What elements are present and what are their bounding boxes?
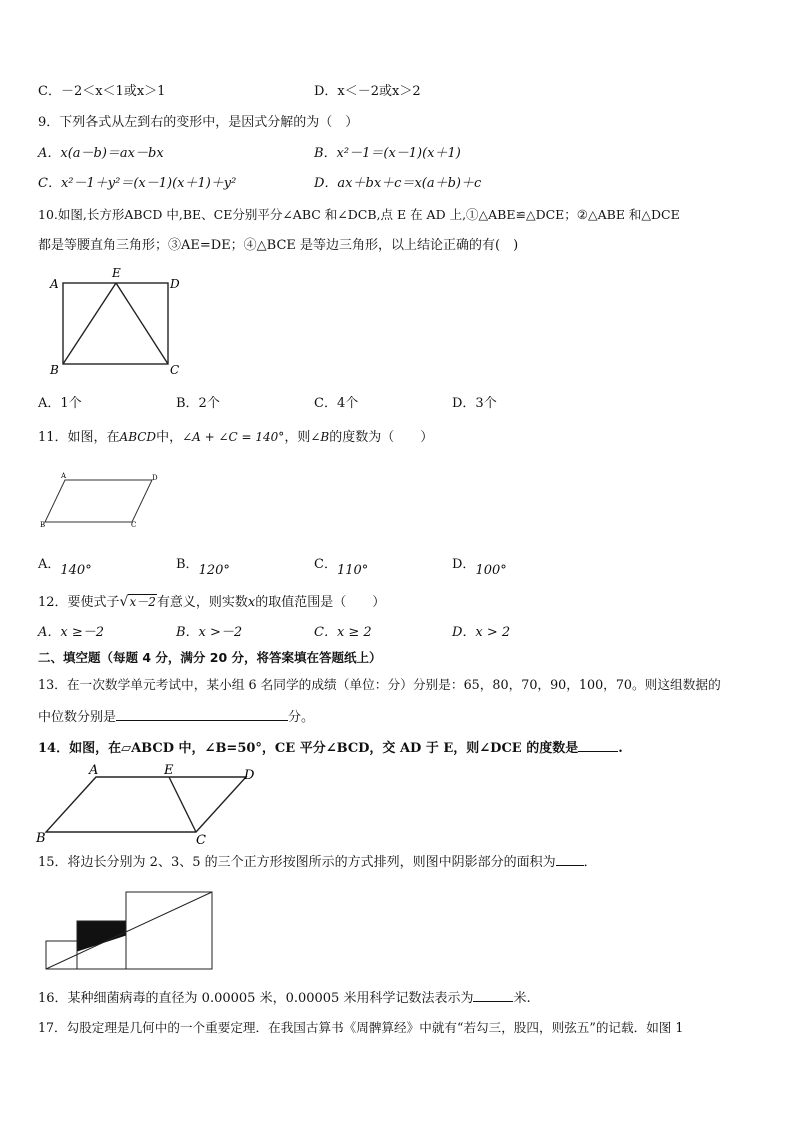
- segment-ce: [169, 777, 196, 832]
- q10-option-b: B．2个: [176, 396, 220, 411]
- q11-prefix: 11．如图，在: [38, 430, 120, 445]
- q11-option-c-value: 110°: [336, 563, 369, 578]
- q13-answer-blank[interactable]: [116, 707, 288, 721]
- label-b: B: [40, 521, 46, 529]
- q10-rectangle-figure: [48, 264, 188, 379]
- q12-option-d: D．x > 2: [452, 625, 511, 640]
- q14-text-b: .: [618, 741, 623, 756]
- section-fill-in-blank-title: 二、填空题（每题 4 分，满分 20 分，将答案填在答题纸上）: [38, 650, 382, 665]
- q11-tail: ，则: [284, 430, 311, 445]
- q15-stem: [38, 852, 597, 872]
- rect-abcd: [63, 283, 168, 364]
- label-c: C: [170, 363, 180, 377]
- q11-stem: [38, 428, 433, 447]
- q14-text-a: 14．如图，在▱ABCD 中，∠B=50°，CE 平分∠BCD，交 AD 于 E，则∠DCE 的度数是: [38, 741, 579, 756]
- q11-option-d-label: D．: [452, 557, 476, 572]
- q12-option-a: A．x ≥－2: [38, 625, 105, 640]
- q15-text-a: 15．将边长分别为 2、3、5 的三个正方形按图所示的方式排列，则图中阴影部分的面积为: [38, 855, 556, 870]
- parallelogram-abcd: [46, 777, 246, 832]
- q10-stem-line1: 10.如图,长方形ABCD 中,BE、CE分别平分∠ABC 和∠DCB,点 E 在 AD 上,①△ABE≌△DCE；②△ABE 和△DCE: [38, 207, 680, 222]
- q12-mid: 有意义，则实数: [156, 595, 248, 610]
- label-a: A: [50, 277, 59, 291]
- segment-ce: [116, 283, 168, 364]
- q15-squares-figure: [44, 890, 216, 972]
- square-side-2: [46, 941, 77, 969]
- q13-line2-b: 分。: [288, 710, 315, 725]
- q11-option-d-value: 100°: [475, 563, 507, 578]
- q15-answer-blank[interactable]: [556, 852, 584, 866]
- q10-option-c: C．4个: [314, 396, 359, 411]
- q16-stem: [38, 988, 531, 1008]
- label-a: A: [61, 472, 67, 480]
- q8-option-c: C．－2＜x＜1或x＞1: [38, 84, 166, 99]
- q16-answer-blank[interactable]: [473, 988, 513, 1002]
- label-a: A: [89, 763, 99, 778]
- parallelogram-abcd: [45, 480, 152, 522]
- q9-option-c: C．x²－1＋y²＝(x－1)(x＋1)＋y²: [38, 176, 237, 191]
- label-b: B: [50, 363, 59, 377]
- q13-line2-a: 中位数分别是: [38, 710, 117, 725]
- q11-mid: 中，: [156, 430, 183, 445]
- q10-option-a: A．1个: [38, 396, 82, 411]
- q9-option-d: D．ax＋bx＋c＝x(a＋b)＋c: [314, 176, 482, 191]
- q11-condition: ∠A + ∠C = 140°: [182, 430, 285, 444]
- q16-text-a: 16．某种细菌病毒的直径为 0.00005 米，0.00005 米用科学记数法表示为: [38, 991, 474, 1006]
- diagonal-line: [46, 892, 212, 969]
- shaded-region: [77, 921, 126, 951]
- label-c: C: [196, 833, 206, 848]
- q14-answer-blank[interactable]: [578, 738, 618, 752]
- q14-stem: [38, 738, 623, 758]
- label-d: D: [244, 768, 255, 783]
- q15-text-b: ．: [583, 855, 597, 870]
- sqrt-icon: √: [119, 594, 129, 610]
- q12-stem: [38, 593, 385, 612]
- q11-parallelogram-figure: [40, 472, 165, 530]
- q11-end: 的度数为（ ）: [329, 430, 434, 445]
- label-e: E: [164, 763, 174, 778]
- q12-prefix: 12．要使式子: [38, 595, 120, 610]
- label-d: D: [170, 277, 180, 291]
- q17-stem-line1: 17．勾股定理是几何中的一个重要定理．在我国古算书《周髀算经》中就有“若勾三，股四，则弦五”的记载．如图 1: [38, 1020, 684, 1035]
- q10-stem-line2: 都是等腰直角三角形；③AE=DE；④△BCE 是等边三角形，以上结论正确的有( ): [38, 238, 519, 253]
- q12-option-b: B．x >－2: [176, 625, 243, 640]
- q12-end: 的取值范围是（ ）: [255, 595, 386, 610]
- q13-stem-line2: [38, 707, 314, 727]
- q11-option-b-value: 120°: [198, 563, 230, 578]
- q11-option-c: [314, 556, 369, 578]
- q11-option-b-label: B．: [176, 557, 199, 572]
- label-d: D: [152, 474, 158, 482]
- q9-option-a: A．x(a－b)＝ax－bx: [38, 146, 164, 161]
- q14-parallelogram-figure: [36, 762, 266, 847]
- q11-shape: ABCD: [119, 430, 157, 444]
- q11-option-a: [38, 556, 92, 578]
- q11-option-b: [176, 556, 230, 578]
- q8-option-d: D．x＜－2或x＞2: [314, 84, 421, 99]
- square-side-5: [126, 892, 212, 969]
- q13-stem-line1: 13．在一次数学单元考试中，某小组 6 名同学的成绩（单位：分）分别是：65，80，70，90，100，70。则这组数据的: [38, 677, 721, 692]
- segment-be: [63, 283, 116, 364]
- q10-option-d: D．3个: [452, 396, 497, 411]
- q12-option-c: C．x ≥ 2: [314, 625, 372, 640]
- q11-option-a-label: A．: [38, 557, 61, 572]
- label-e: E: [112, 266, 121, 280]
- q11-option-a-value: 140°: [60, 563, 92, 578]
- q12-radicand: x－2: [129, 595, 156, 609]
- q9-option-b: B．x²－1＝(x－1)(x＋1): [314, 146, 461, 161]
- q11-option-c-label: C．: [314, 557, 337, 572]
- q11-angle: ∠B: [310, 430, 330, 444]
- label-c: C: [131, 521, 137, 529]
- q16-text-b: 米.: [513, 991, 531, 1006]
- q11-option-d: [452, 556, 507, 578]
- q12-var: x: [247, 595, 256, 610]
- label-b: B: [36, 831, 46, 846]
- q9-stem: 9．下列各式从左到右的变形中，是因式分解的为（ ）: [38, 115, 359, 130]
